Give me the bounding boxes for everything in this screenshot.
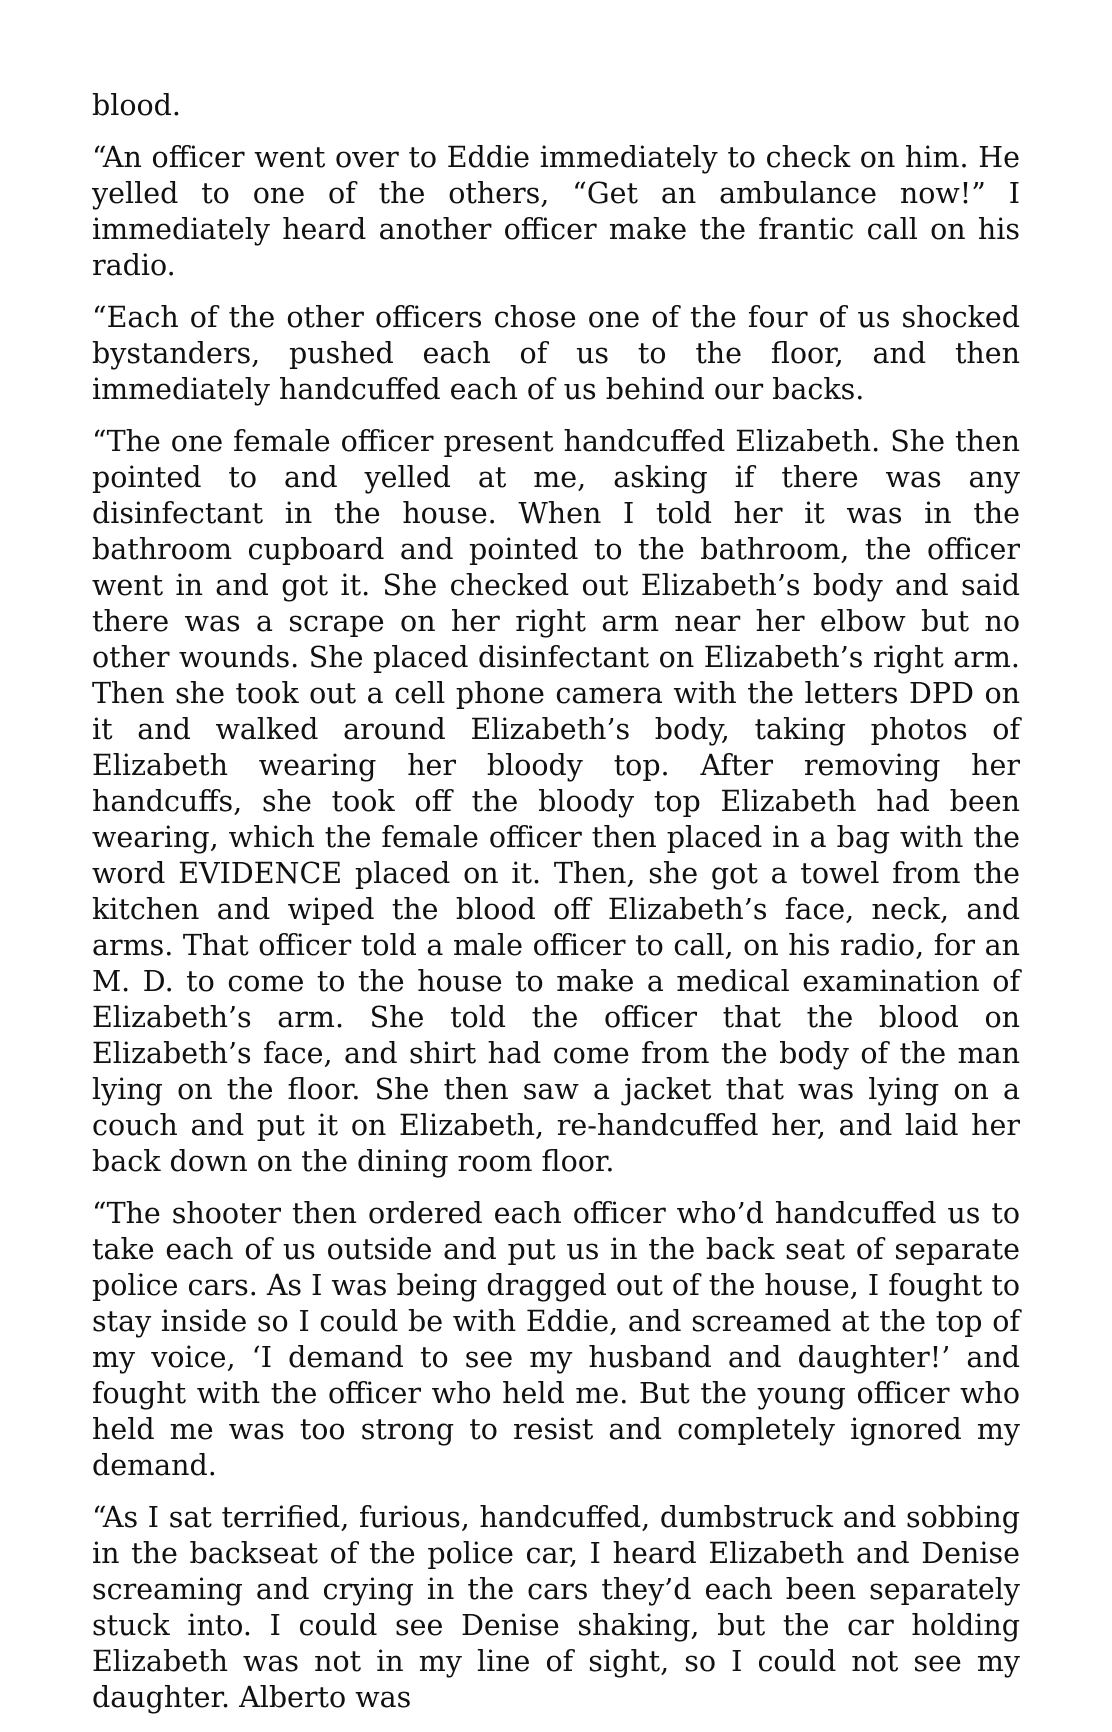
paragraph-2: “An officer went over to Eddie immediately to check on him. He yelled to one of the others, “Get an ambulance now!” I immediately heard another officer make the frantic call on his radio. xyxy=(92,141,1020,282)
paragraph-1: blood. xyxy=(92,89,181,122)
paragraph-6: “As I sat terrified, furious, handcuffed, dumbstruck and sobbing in the backseat of the police car, I heard Elizabeth and Denise screaming and crying in the cars they’d each been separately stuck into. I could see Denise shaking, but the car holding Elizabeth was not in my line of sight, so I could not see my daughter. Alberto was xyxy=(92,1501,1020,1714)
paragraph-5: “The shooter then ordered each officer who’d handcuffed us to take each of us outside and put us in the back seat of separate police cars. As I was being dragged out of the house, I fought to stay inside so I could be with Eddie, and screamed at the top of my voice, ‘I demand to see my husband and daughter!’ and fought with the officer who held me. But the young officer who held me was too strong to resist and completely ignored my demand. xyxy=(92,1197,1021,1482)
paragraph-3: “Each of the other officers chose one of the four of us shocked bystanders, pushed each of us to the floor, and then immediately handcuffed each of us behind our backs. xyxy=(92,301,1020,406)
page-body xyxy=(92,88,1020,1732)
paragraph-4: “The one female officer present handcuffed Elizabeth. She then pointed to and yelled at me, asking if there was any disinfectant in the house. When I told her it was in the bathroom cupboard and pointed to the bathroom, the officer went in and got it. She checked out Elizabeth’s body and said there was a scrape on her right arm near her elbow but no other wounds. She placed disinfectant on Elizabeth’s right arm. Then she took out a cell phone camera with the letters DPD on it and walked around Elizabeth’s body, taking photos of Elizabeth wearing her bloody top. After removing her handcuffs, she took off the bloody top Elizabeth had been wearing, which the female officer then placed in a bag with the word EVIDENCE placed on it. Then, she got a towel from the kitchen and wiped the blood off Elizabeth’s face, neck, and arms. That officer told a male officer to call, on his radio, for an M. D. to come to the house to make a medical examination of Elizabeth’s arm. She told the officer that the blood on Elizabeth’s face, and shirt had come from the body of the man lying on the floor. She then saw a jacket that was lying on a couch and put it on Elizabeth, re-handcuffed her, and laid her back down on the dining room floor. xyxy=(92,425,1020,1178)
